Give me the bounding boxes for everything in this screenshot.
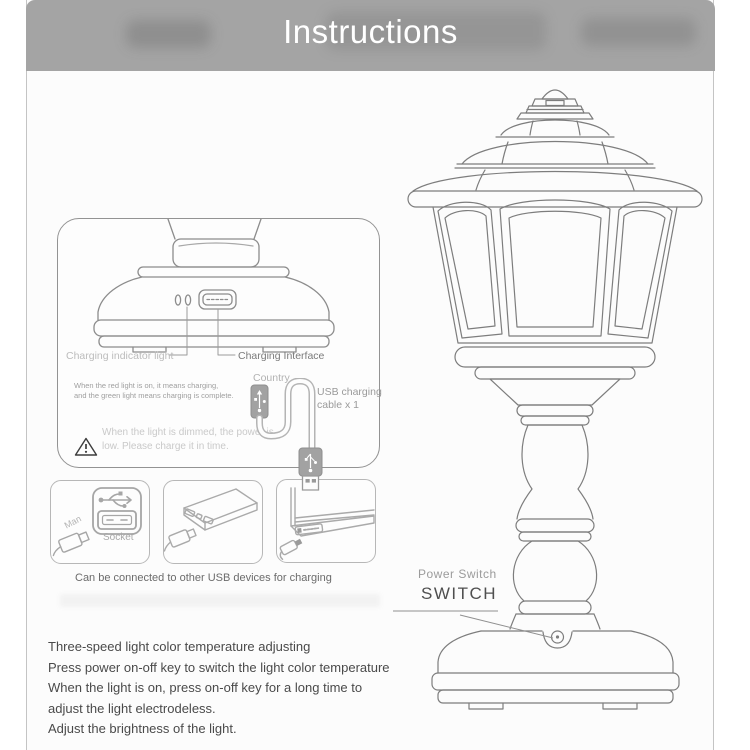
instruction-line: adjust the light electrodeless.	[48, 700, 216, 716]
usb-a-connector-icon	[299, 448, 322, 490]
micro-plug-icon	[276, 537, 304, 560]
lamp-stem	[510, 405, 600, 629]
usb-cable-label: USB charging cable x 1	[317, 386, 382, 411]
warning-icon	[74, 437, 98, 457]
usb-a-port-icon	[98, 511, 136, 529]
red-light-note-line: When the red light is on, it means charging,	[74, 381, 219, 390]
switch-leader-line	[388, 604, 563, 644]
instruction-line: When the light is on, press on-off key for a long time to	[48, 680, 363, 695]
charging-interface-label: Charging Interface	[238, 350, 325, 362]
charging-indicator-label: Charging indicator light	[66, 350, 174, 362]
instructions-text	[46, 637, 390, 740]
instruction-line: Three-speed light color temperature adjusting	[48, 639, 311, 654]
header-bar	[26, 0, 715, 71]
low-power-warning-line: low. Please charge it in time.	[102, 440, 229, 452]
switch-callout: SWITCH	[421, 584, 498, 603]
low-power-warning-line: When the light is dimmed, the power is	[102, 427, 274, 438]
charging-indicator-lights-icon	[175, 295, 190, 305]
usb-plug-icon	[160, 527, 197, 551]
country-label: Country	[253, 372, 290, 384]
red-light-note	[74, 381, 234, 400]
usb-plug-icon	[49, 530, 90, 557]
lamp-lantern-body	[433, 200, 677, 343]
lamp-collar	[455, 347, 655, 405]
socket-label: Socket	[103, 532, 134, 543]
power-switch-label: Power Switch	[418, 567, 497, 581]
page-title: Instructions	[283, 13, 458, 50]
usb-devices-caption: Can be connected to other USB devices for charging	[75, 572, 332, 584]
watermark-smudge	[60, 594, 380, 607]
instruction-line: Press power on-off key to switch the light color temperature	[48, 659, 390, 675]
red-light-note-line: and the green light means charging is complete.	[74, 390, 234, 400]
usb-port-icon	[199, 290, 236, 309]
micro-usb-connector-icon	[251, 385, 268, 418]
lamp-roof	[408, 120, 702, 207]
lamp-finial	[517, 90, 593, 119]
instruction-line: Adjust the brightness of the light.	[48, 721, 237, 736]
plug-label: Man	[62, 513, 83, 531]
